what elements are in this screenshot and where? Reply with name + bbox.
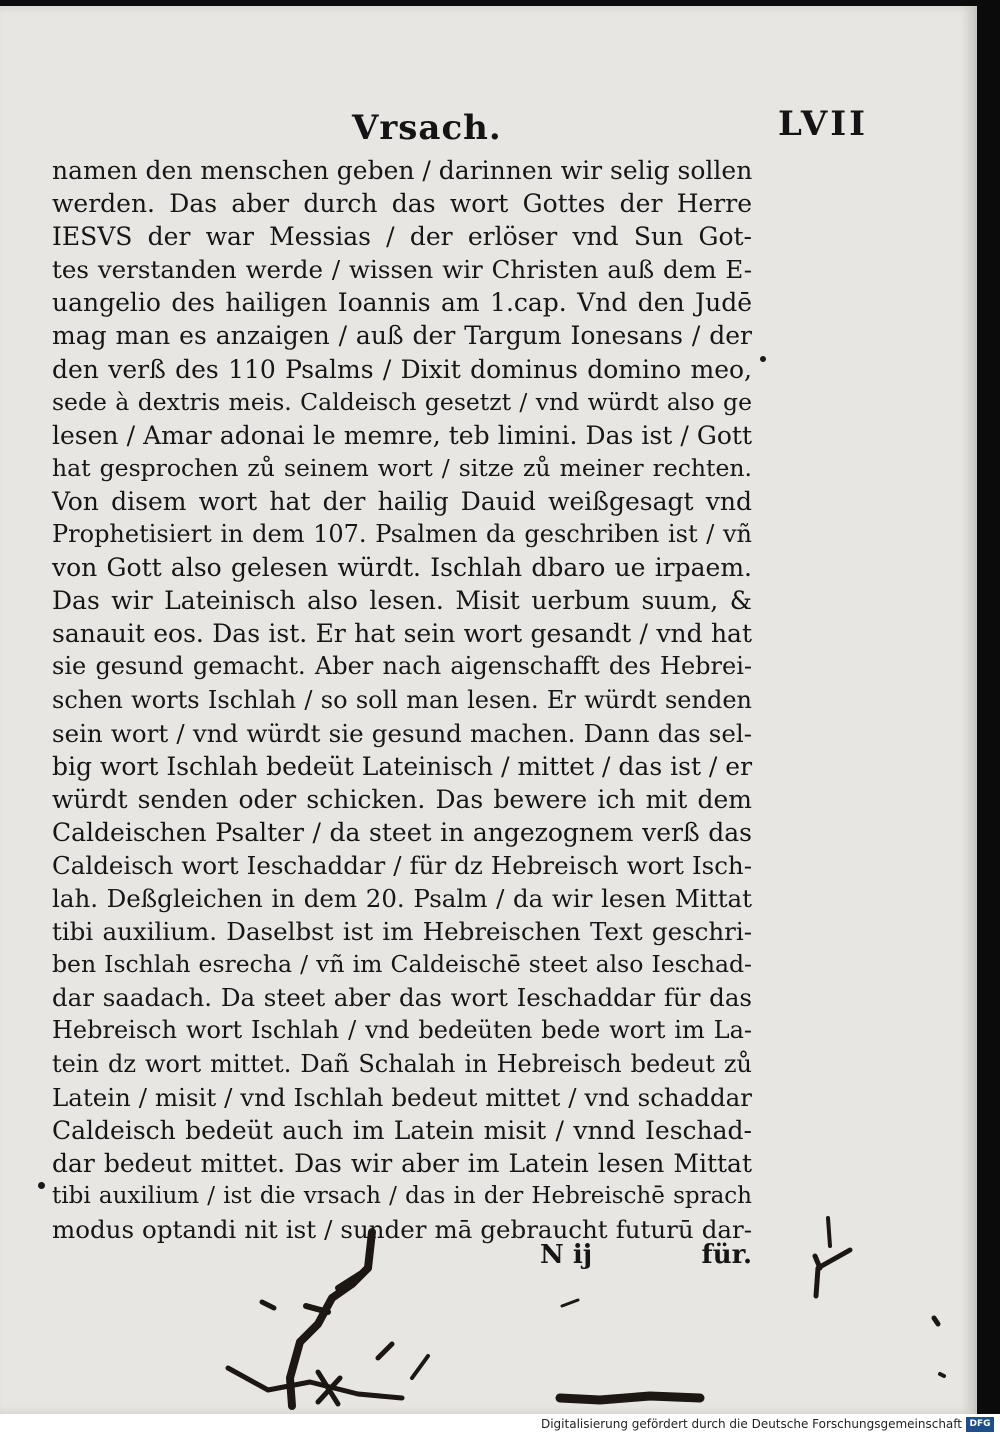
ink-scribbles — [0, 6, 974, 1414]
book-page — [0, 6, 977, 1414]
text-line: Von disem wort hat der hailig Dauid weißgesagt vnd — [52, 486, 752, 516]
catchword: für. — [701, 1240, 752, 1270]
text-line: Caldeisch wort Ieschaddar / für dz Hebreisch wort Isch- — [52, 850, 752, 880]
text-line: Das wir Lateinisch also lesen. Misit uerbum suum, & — [52, 586, 752, 616]
text-line: tibi auxilium. Daselbst ist im Hebreischen Text geschri- — [52, 917, 752, 947]
scribble-stroke — [290, 1232, 372, 1406]
scribble-stroke — [940, 1374, 944, 1376]
scribble-stroke — [562, 1300, 578, 1306]
text-line: Caldeischen Psalter / da steet in angezognem verß das — [52, 817, 752, 847]
text-line: würdt senden oder schicken. Das bewere ich mit dem — [52, 784, 752, 814]
scribble-stroke — [560, 1396, 700, 1400]
text-line: namen den menschen geben / darinnen wir selig sollen — [52, 156, 753, 185]
text-line: lah. Deßgleichen in dem 20. Psalm / da wir lesen Mittat — [52, 884, 752, 914]
text-line: von Gott also gelesen würdt. Ischlah dbaro ue irpaem. — [52, 553, 752, 583]
text-line: dar saadach. Da steet aber das wort Ieschaddar für das — [52, 983, 752, 1013]
text-line: tein dz wort mittet. Dañ Schalah in Hebreisch bedeut zů — [52, 1049, 752, 1078]
scribble-stroke — [934, 1318, 938, 1324]
text-line: schen worts Ischlah / so soll man lesen. Er würdt senden — [52, 685, 752, 714]
text-line: sanauit eos. Das ist. Er hat sein wort gesandt / vnd hat — [52, 619, 752, 649]
text-line: den verß des 110 Psalms / Dixit dominus domino meo, — [52, 354, 752, 384]
text-line: Latein / misit / vnd Ischlah bedeut mittet / vnd schaddar — [52, 1082, 752, 1112]
footer-bar — [0, 1414, 1000, 1437]
text-line: mag man es anzaigen / auß der Targum Ionesans / der — [52, 321, 752, 351]
text-line: tes verstanden werde / wissen wir Christen auß dem E- — [52, 255, 752, 285]
text-line: big wort Ischlah bedeüt Lateinisch / mittet / das ist / er — [52, 751, 753, 781]
dfg-logo: DFG — [966, 1417, 994, 1432]
folio-number: LVII — [778, 104, 869, 144]
text-line: ben Ischlah esrecha / vñ im Caldeischē steet also Ieschad- — [52, 950, 752, 979]
text-line: werden. Das aber durch das wort Gottes der Herre — [52, 189, 752, 219]
text-line: hat gesprochen zů seinem wort / sitze zů meiner rechten. — [52, 453, 752, 482]
text-line: dar bedeut mittet. Das wir aber im Latein lesen Mittat — [52, 1148, 752, 1178]
text-line: IESVS der war Messias / der erlöser vnd Sun Got- — [52, 222, 752, 252]
text-line: tibi auxilium / ist die vrsach / das in der Hebreischē sprach — [52, 1182, 752, 1209]
scribble-stroke — [262, 1302, 274, 1308]
margin-stroke — [815, 1250, 850, 1296]
scribble-stroke — [412, 1356, 428, 1378]
text-line: sein wort / vnd würdt sie gesund machen. Dann das sel- — [52, 718, 752, 748]
scribble-stroke — [228, 1368, 402, 1398]
signature-mark: N ij — [540, 1240, 593, 1270]
margin-stroke — [828, 1218, 830, 1246]
digitization-credit: Digitalisierung gefördert durch die Deutsche Forschungsgemeinschaft — [540, 1417, 962, 1431]
text-line: Prophetisiert in dem 107. Psalmen da geschriben ist / vñ — [52, 520, 752, 549]
text-line: Hebreisch wort Ischlah / vnd bedeüten bede wort im La- — [52, 1016, 752, 1045]
text-line: modus optandi nit ist / sunder mā gebraucht futurū dar- — [52, 1215, 752, 1244]
text-line: sie gesund gemacht. Aber nach aigenschafft des Hebrei- — [52, 652, 752, 681]
text-line: uangelio des hailigen Ioannis am 1.cap. Vnd den Judē — [52, 288, 752, 318]
text-line: sede à dextris meis. Caldeisch gesetzt / vnd würdt also ge — [52, 387, 752, 416]
running-head: Vrsach. — [352, 108, 502, 148]
text-line: Caldeisch bedeüt auch im Latein misit / vnnd Ieschad- — [52, 1115, 752, 1145]
text-line: lesen / Amar adonai le memre, teb limini. Das ist / Gott — [52, 420, 752, 450]
